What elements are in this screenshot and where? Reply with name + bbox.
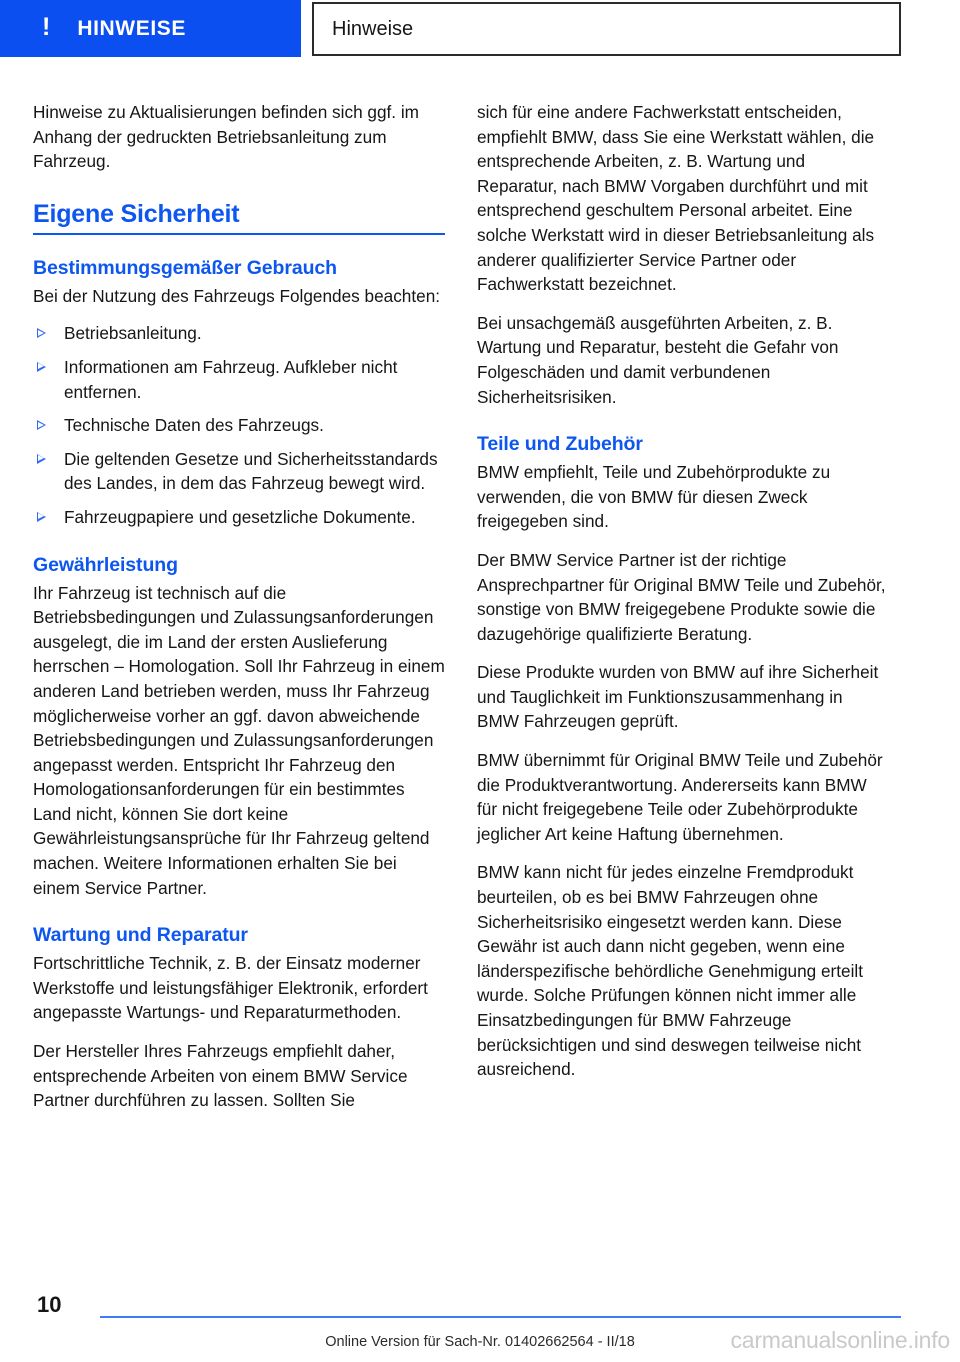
list-item-label: Technische Daten des Fahrzeugs. <box>64 415 324 436</box>
teile-paragraph-5: BMW kann nicht für jedes einzelne Fremdprodukt beurteilen, ob es bei BMW Fahrzeugen ohne Sicherheitsrisiko eingesetzt werden kann. Diese Gewähr ist auch dann nicht gegeben, wenn eine länderspezifische behördliche Genehmigung erteilt wurde. Solche Prüfungen können nicht immer alle Einsatzbedingungen für BMW Fahrzeuge berücksichtigen und sind deswegen teilweise nicht ausreichend. <box>477 862 863 1080</box>
list-item-label: Informationen am Fahrzeug. Aufkleber nicht entfernen. <box>64 356 398 402</box>
intro-paragraph: Hinweise zu Aktualisierungen befinden sich ggf. im Anhang der gedruckten Betriebsanleitung zum Fahrzeug. <box>33 102 419 172</box>
list-item <box>33 447 445 496</box>
page-footer <box>0 1282 960 1362</box>
header-tab-label: HINWEISE <box>77 16 186 40</box>
footer-online-version-note: Online Version für Sach-Nr. 01402662564 - II/18 <box>325 1334 635 1350</box>
list-item-label: Fahrzeugpapiere und gesetzliche Dokumente. <box>64 506 416 527</box>
header-chapter-box <box>312 2 901 56</box>
right-column <box>477 100 889 1096</box>
page-header-banner <box>0 0 960 57</box>
list-item-label: Betriebsanleitung. <box>64 323 202 344</box>
exclamation-icon: ! <box>42 13 51 41</box>
teile-paragraph-2: Der BMW Service Partner ist der richtige Ansprechpartner für Original BMW Teile und Zubehör, sonstige von BMW freigegebene Produkte sowie die dazugehörige qualifizierte Beratung. <box>477 549 886 644</box>
subsection-heading-teile-und-zubehoer: Teile und Zubehör <box>477 433 643 456</box>
continued-paragraph: sich für eine andere Fachwerkstatt entscheiden, empfiehlt BMW, dass Sie eine Werkstatt wählen, die entsprechende Arbeiten, z. B. Wartung und Reparatur, nach BMW Vorgaben durchführt und mit entsprechend geschultem Personal arbeitet. Eine solche Werkstatt wird in dieser Betriebsanleitung als anderer qualifizierter Service Partner oder Fachwerkstatt bezeichnet. <box>477 102 875 295</box>
bestimmungsgemaess-bullet-list <box>33 321 445 529</box>
watermark-label: carmanualsonline.info <box>730 1327 950 1353</box>
triangle-bullet-icon <box>37 512 46 522</box>
page-number: 10 <box>37 1292 62 1317</box>
triangle-bullet-icon <box>37 328 46 338</box>
section-title-eigene-sicherheit: Eigene Sicherheit <box>33 200 445 235</box>
triangle-bullet-icon <box>37 420 46 430</box>
header-notice-tab <box>0 0 301 57</box>
bestimmungsgemaess-lead: Bei der Nutzung des Fahrzeugs Folgendes beachten: <box>33 285 441 306</box>
header-chapter-label: Hinweise <box>332 17 414 40</box>
subsection-heading-bestimmungsgemaesser-gebrauch: Bestimmungsgemäßer Gebrauch <box>33 256 337 279</box>
footer-divider <box>100 1316 901 1318</box>
unsachgemaess-paragraph: Bei unsachgemäß ausgeführten Arbeiten, z. B. Wartung und Reparatur, besteht die Gefahr von Folgeschäden und damit verbundenen Sicherheitsrisiken. <box>477 312 839 407</box>
triangle-bullet-icon <box>37 454 46 464</box>
list-item <box>33 413 445 438</box>
triangle-bullet-icon <box>37 362 46 372</box>
list-item <box>33 355 445 404</box>
subsection-heading-gewaehrleistung: Gewährleistung <box>33 553 178 576</box>
teile-paragraph-3: Diese Produkte wurden von BMW auf ihre Sicherheit und Tauglichkeit im Funktionszusammenhang in BMW Fahrzeugen geprüft. <box>477 662 879 732</box>
teile-paragraph-1: BMW empfiehlt, Teile und Zubehörprodukte zu verwenden, die von BMW für diesen Zweck freigegeben sind. <box>477 462 831 532</box>
list-item <box>33 505 445 530</box>
list-item-label: Die geltenden Gesetze und Sicherheitsstandards des Landes, in dem das Fahrzeug bewegt wird. <box>64 448 438 494</box>
list-item <box>33 321 445 346</box>
teile-paragraph-4: BMW übernimmt für Original BMW Teile und Zubehör die Produktverantwortung. Andererseits kann BMW für nicht freigegebene Teile oder Zubehörprodukte jeglicher Art keine Haftung übernehmen. <box>477 750 883 844</box>
wartung-paragraph-2: Der Hersteller Ihres Fahrzeugs empfiehlt daher, entsprechende Arbeiten von einem BMW Service Partner durchführen zu lassen. Sollten Sie <box>33 1041 408 1111</box>
wartung-paragraph-1: Fortschrittliche Technik, z. B. der Einsatz moderner Werkstoffe und leistungsfähiger Elektronik, erfordert angepasste Wartungs- und Reparaturmethoden. <box>33 953 428 1023</box>
left-column <box>33 100 445 1127</box>
gewaehrleistung-paragraph: Ihr Fahrzeug ist technisch auf die Betriebsbedingungen und Zulassungsanforderungen ausgelegt, die im Land der ersten Auslieferung herrschen – Homologation. Soll Ihr Fahrzeug in einem anderen Land betrieben werden, muss Ihr Fahrzeug möglicherweise vorher an ggf. davon abweichende Betriebsbedingungen und Zulassungsanforderungen angepasst werden. Entspricht Ihr Fahrzeug den Homologationsanforderungen für ein bestimmtes Land nicht, können Sie dort keine Gewährleistungsansprüche für Ihr Fahrzeug geltend machen. Weitere Informationen erhalten Sie bei einem Service Partner. <box>33 582 445 898</box>
subsection-heading-wartung-und-reparatur: Wartung und Reparatur <box>33 924 248 947</box>
